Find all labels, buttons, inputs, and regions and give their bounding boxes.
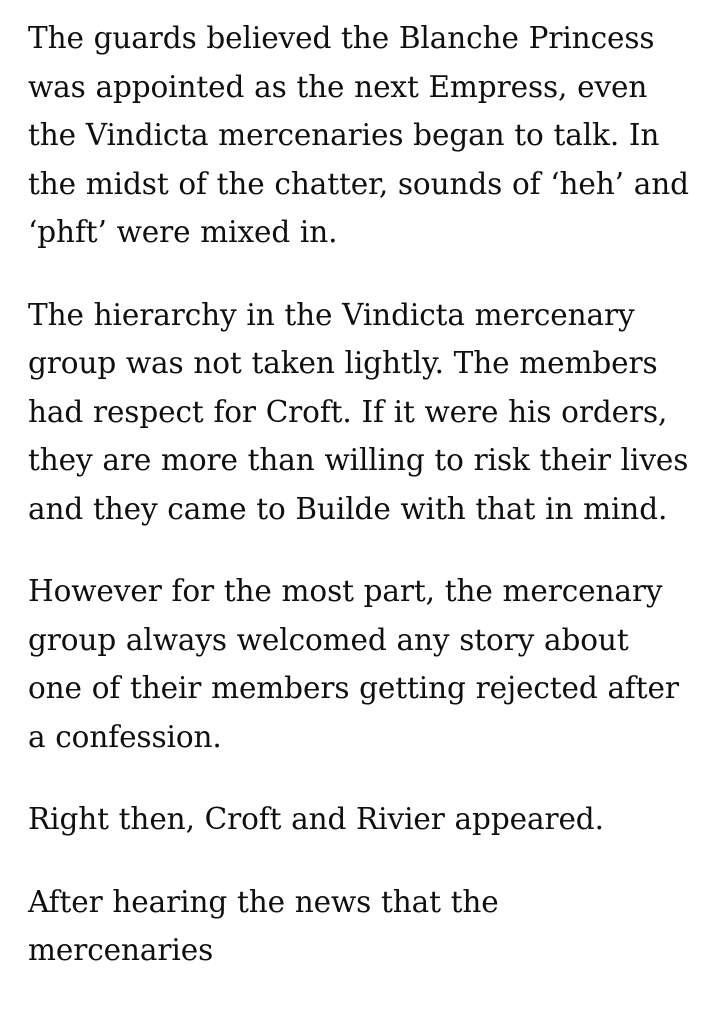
paragraph: Right then, Croft and Rivier appeared. (28, 802, 604, 836)
paragraph: The guards believed the Blanche Princess was appointed as the next Empress, even the Vindicta mercenaries began to talk. In the midst of the chatter, sounds of ‘heh’ and ‘phft’ were mixed in. (28, 21, 699, 249)
paragraph: The hierarchy in the Vindicta mercenary group was not taken lightly. The members had respect for Croft. If it were his orders, they are more than willing to risk their lives and they came to Builde with that in mind. (28, 297, 699, 526)
paragraph: However for the most part, the mercenary group always welcomed any story about one of their members getting rejected after a confession. (28, 574, 689, 754)
paragraph: After hearing the news that the mercenaries (28, 884, 509, 967)
reader-text-body (28, 14, 699, 975)
